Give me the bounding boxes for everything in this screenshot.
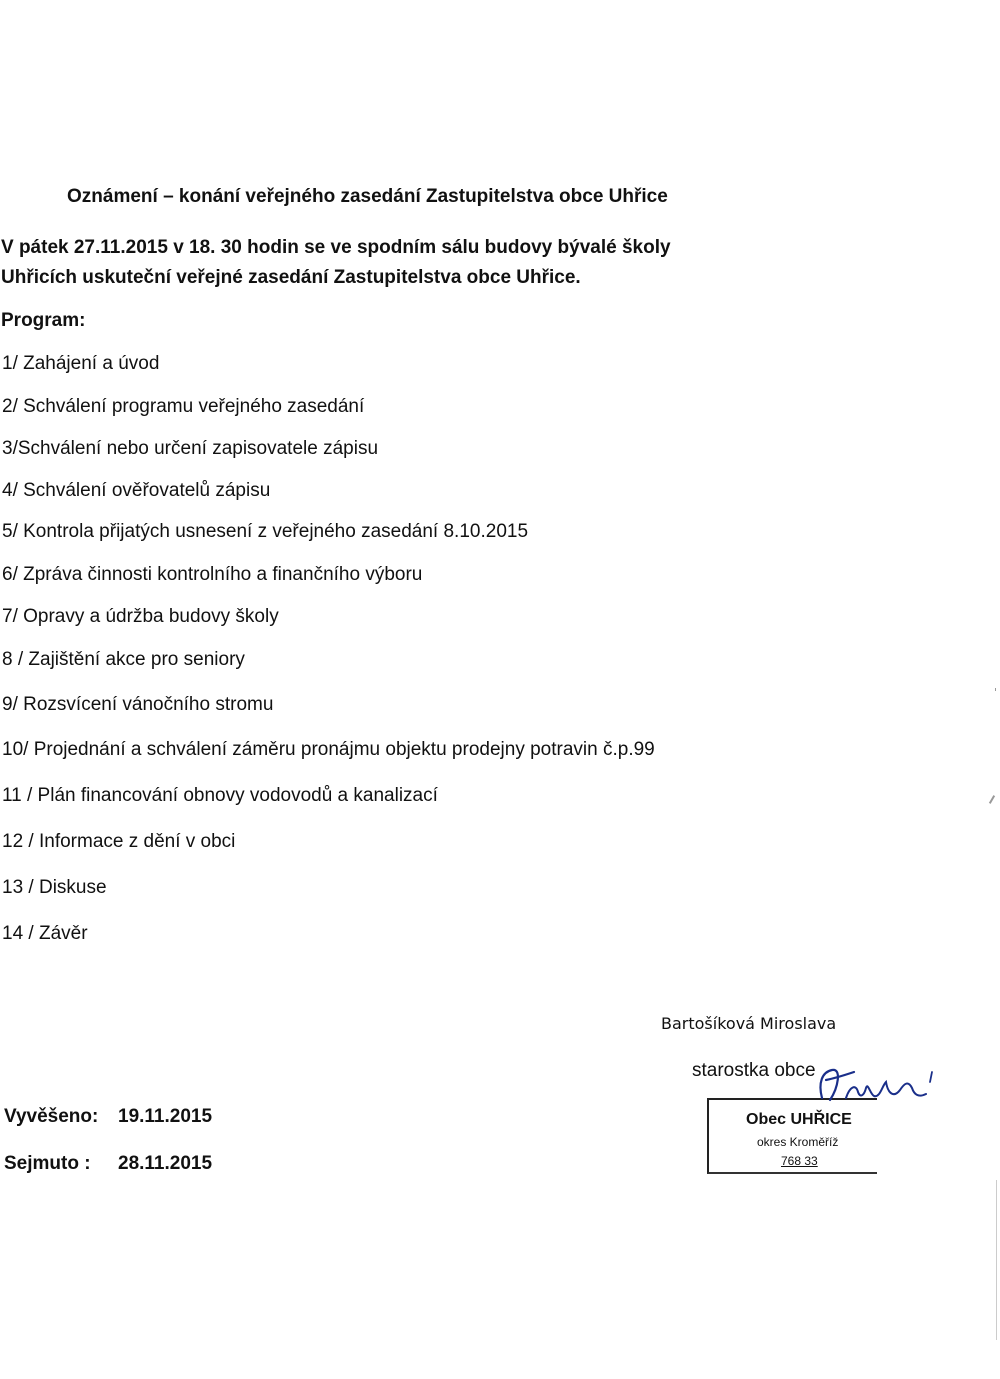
- removed-date: 28.11.2015: [118, 1153, 213, 1174]
- signer-role: starostka obce: [692, 1060, 816, 1081]
- stamp-district: okres Kroměříž: [757, 1135, 839, 1149]
- removed-label: Sejmuto :: [4, 1153, 91, 1174]
- program-item-9: 9/ Rozsvícení vánočního stromu: [2, 694, 274, 715]
- program-item-4: 4/ Schválení ověřovatelů zápisu: [2, 480, 271, 501]
- signer-name: Bartošíková Miroslava: [661, 1014, 837, 1033]
- program-item-7: 7/ Opravy a údržba budovy školy: [2, 606, 279, 627]
- program-item-10: 10/ Projednání a schválení záměru pronájmu objektu prodejny potravin č.p.99: [2, 739, 655, 760]
- program-item-5: 5/ Kontrola přijatých usnesení z veřejného zasedání 8.10.2015: [2, 521, 529, 542]
- program-item-3: 3/Schválení nebo určení zapisovatele zápisu: [2, 438, 379, 459]
- program-item-8: 8 / Zajištění akce pro seniory: [2, 649, 245, 670]
- intro-line-2: Uhřicích uskuteční veřejné zasedání Zastupitelstva obce Uhřice.: [1, 267, 581, 288]
- scan-speck: [989, 795, 995, 804]
- program-item-11: 11 / Plán financování obnovy vodovodů a kanalizací: [2, 785, 438, 806]
- posted-label: Vyvěšeno:: [4, 1106, 99, 1127]
- intro-paragraph: [1, 233, 671, 293]
- program-item-13: 13 / Diskuse: [2, 877, 107, 898]
- stamp-name: Obec UHŘICE: [746, 1111, 852, 1128]
- scan-speck: [995, 688, 996, 691]
- program-item-14: 14 / Závěr: [2, 923, 88, 944]
- program-item-1: 1/ Zahájení a úvod: [2, 353, 160, 374]
- document-title: Oznámení – konání veřejného zasedání Zastupitelstva obce Uhřice: [67, 186, 668, 207]
- intro-line-1: V pátek 27.11.2015 v 18. 30 hodin se ve spodním sálu budovy bývalé školy: [1, 237, 671, 258]
- program-heading: Program:: [1, 310, 86, 331]
- posted-date: 19.11.2015: [118, 1106, 213, 1127]
- program-item-12: 12 / Informace z dění v obci: [2, 831, 236, 852]
- scan-edge-line: [996, 1180, 997, 1340]
- program-item-6: 6/ Zpráva činnosti kontrolního a finančního výboru: [2, 564, 423, 585]
- stamp-zip: 768 33: [781, 1154, 818, 1168]
- handwritten-signature: [808, 1058, 938, 1113]
- program-item-2: 2/ Schválení programu veřejného zasedání: [2, 396, 365, 417]
